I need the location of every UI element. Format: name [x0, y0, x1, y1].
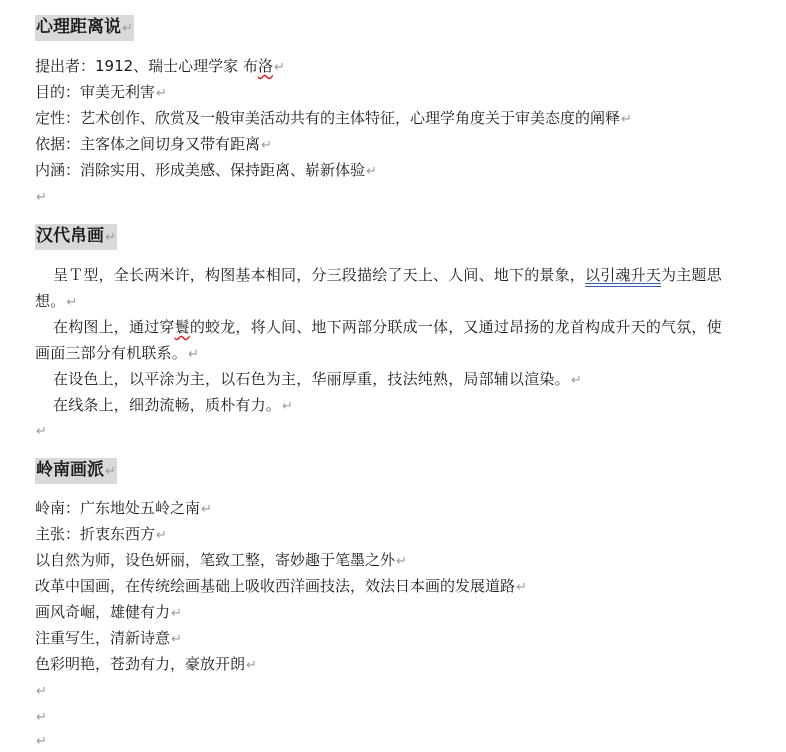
- paragraph-mark: ↵: [105, 230, 116, 245]
- text-line-style[interactable]: 画风奇崛，雄健有力↵: [35, 603, 182, 621]
- text-line-proposer[interactable]: 提出者：1912、瑞士心理学家 布洛↵: [35, 57, 285, 75]
- section-heading-psychological-distance[interactable]: 心理距离说↵: [35, 15, 134, 41]
- paragraph-mark: ↵: [201, 502, 212, 517]
- paragraph-mark: ↵: [570, 373, 582, 388]
- paragraph-mark: ↵: [36, 190, 47, 205]
- paragraph-mark: ↵: [188, 347, 200, 362]
- paragraph-mark: ↵: [36, 710, 47, 725]
- text-line-sketch[interactable]: 注重写生，清新诗意↵: [35, 629, 182, 647]
- paragraph-mark: ↵: [171, 606, 182, 621]
- paragraph-mark: ↵: [282, 399, 294, 414]
- paragraph-mark: ↵: [105, 464, 116, 479]
- empty-paragraph[interactable]: [35, 420, 47, 442]
- text-line-claim[interactable]: 主张：折衷东西方↵: [35, 525, 167, 543]
- paragraph-mark: ↵: [396, 554, 407, 569]
- spellcheck-word: 洛: [257, 57, 273, 75]
- text-line-definition[interactable]: 定性：艺术创作、欣赏及一般审美活动共有的主体特征，心理学角度关于审美态度的阐释↵: [35, 109, 632, 127]
- paragraph-composition[interactable]: 在构图上，通过穿鬟的蛟龙，将人间、地下两部分联成一体，又通过昂扬的龙首构成升天的气氛，使画面三部分有机联系。↵: [35, 318, 722, 362]
- text-line-nature[interactable]: 以自然为师，设色妍丽，笔致工整，寄妙趣于笔墨之外↵: [35, 551, 407, 569]
- text-line-basis[interactable]: 依据：主客体之间切身又带有距离↵: [35, 135, 272, 153]
- empty-paragraph[interactable]: [35, 730, 47, 752]
- paragraph-mark: ↵: [66, 295, 78, 310]
- paragraph-lines[interactable]: 在线条上，细劲流畅，质朴有力。↵: [53, 396, 294, 414]
- text-line-connotation[interactable]: 内涵：消除实用、形成美感、保持距离、崭新体验↵: [35, 161, 377, 179]
- paragraph-mark: ↵: [156, 528, 167, 543]
- paragraph-mark: ↵: [36, 424, 47, 439]
- paragraph-mark: ↵: [171, 632, 182, 647]
- paragraph-mark: ↵: [261, 138, 272, 153]
- text-line-purpose[interactable]: 目的：审美无利害↵: [35, 83, 167, 101]
- paragraph-mark: ↵: [621, 112, 632, 127]
- paragraph-coloring[interactable]: 在设色上，以平涂为主，以石色为主，华丽厚重，技法纯熟，局部辅以渲染。↵: [53, 370, 582, 388]
- paragraph-mark: ↵: [273, 60, 285, 75]
- paragraph-shape[interactable]: 呈Ｔ型，全长两米许，构图基本相同，分三段描绘了天上、人间、地下的景象，以引魂升天为主题思想。↵: [35, 266, 722, 310]
- paragraph-mark: ↵: [156, 86, 167, 101]
- paragraph-mark: ↵: [36, 684, 47, 699]
- text-line-lingnan[interactable]: 岭南：广东地处五岭之南↵: [35, 499, 212, 517]
- paragraph-mark: ↵: [122, 21, 133, 36]
- text-line-color[interactable]: 色彩明艳，苍劲有力，豪放开朗↵: [35, 655, 257, 673]
- section-heading-han-silk-painting[interactable]: 汉代帛画↵: [35, 224, 117, 250]
- paragraph-mark: ↵: [366, 164, 377, 179]
- underlined-phrase: 以引魂升天: [585, 266, 662, 284]
- section-heading-lingnan-school[interactable]: 岭南画派↵: [35, 458, 117, 484]
- empty-paragraph[interactable]: [35, 680, 47, 702]
- empty-paragraph[interactable]: [35, 186, 47, 208]
- text-line-reform[interactable]: 改革中国画，在传统绘画基础上吸收西洋画技法，效法日本画的发展道路↵: [35, 577, 527, 595]
- empty-paragraph[interactable]: [35, 706, 47, 728]
- paragraph-mark: ↵: [516, 580, 527, 595]
- paragraph-mark: ↵: [36, 734, 47, 749]
- paragraph-mark: ↵: [246, 658, 257, 673]
- spellcheck-word: 鬟: [174, 318, 190, 336]
